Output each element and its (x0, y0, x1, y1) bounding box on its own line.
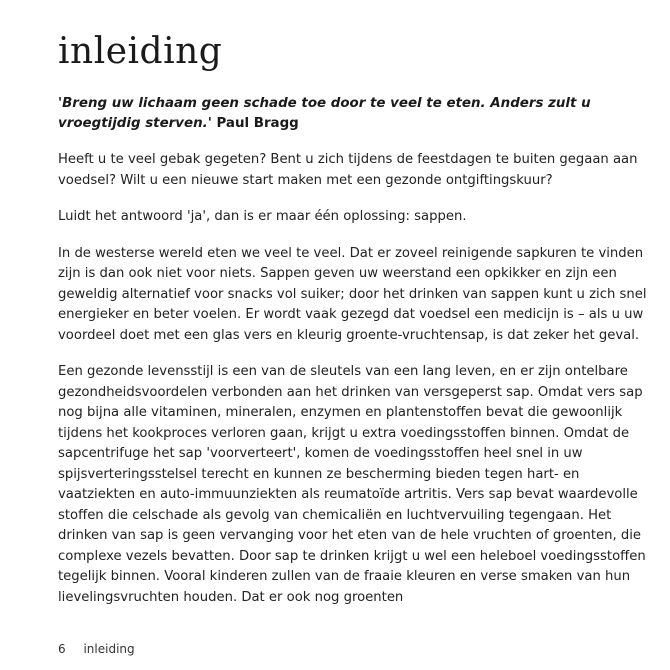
page-footer (58, 641, 135, 657)
running-section-title: inleiding (83, 642, 135, 656)
page-number: 6 (58, 642, 66, 656)
paragraph: Een gezonde levensstijl is een van de sleutels van een lang leven, en er zijn ontelbare gezondheidsvoordelen verbonden aan het drinken van versgeperst sap. Omdat vers sap nog bijna alle vitaminen, mineralen, enzymen en plantenstoffen bevat die gewoonlijk tijdens het kookproces verloren gaan, krijgt u extra voedingsstoffen binnen. Omdat de sapcentrifuge het sap 'voorverteert', komen de voedingsstoffen heel snel in uw spijsverteringsstelsel terecht en kunnen ze bescherming bieden tegen hart- en vaatziekten en auto-immuunziekten als reumatoïde artritis. Vers sap bevat waardevolle stoffen die celschade als gevolg van chemicaliën en luchtvervuiling tegengaan. Het drinken van sap is geen vervanging voor het eten van de hele vruchten of groenten, die complexe vezels bevatten. Door sap te drinken krijgt u wel een heleboel voedingsstoffen tegelijk binnen. Vooral kinderen zullen van de fraaie kleuren en verse smaken van hun lievelingsvruchten houden. Dat er ook nog groenten (58, 364, 646, 605)
chapter-title: inleiding (58, 31, 223, 72)
epigraph-author: Paul Bragg (216, 116, 299, 131)
paragraph: Heeft u te veel gebak gegeten? Bent u zich tijdens de feestdagen te buiten gegaan aan voedsel? Wilt u een nieuwe start maken met een gezonde ontgiftingskuur? (58, 152, 638, 188)
paragraph: Luidt het antwoord 'ja', dan is er maar één oplossing: sappen. (58, 209, 467, 224)
epigraph (58, 94, 643, 134)
paragraph: In de westerse wereld eten we veel te veel. Dat er zoveel reinigende sapkuren te vinden zijn is dan ook niet voor niets. Sappen geven uw weerstand een opkikker en zijn een geweldig alternatief voor snacks vol suiker; door het drinken van sappen kunt u zich snel energieker en beter voelen. Er wordt vaak gezegd dat voedsel een medicijn is – als u uw voordeel doet met een glas vers en kleurig groente-vruchtensap, is dat zeker het geval. (58, 245, 647, 343)
body-text (58, 150, 648, 624)
epigraph-text: 'Breng uw lichaam geen schade toe door te veel te eten. Anders zult u vroegtijdig sterven.' (58, 96, 591, 131)
